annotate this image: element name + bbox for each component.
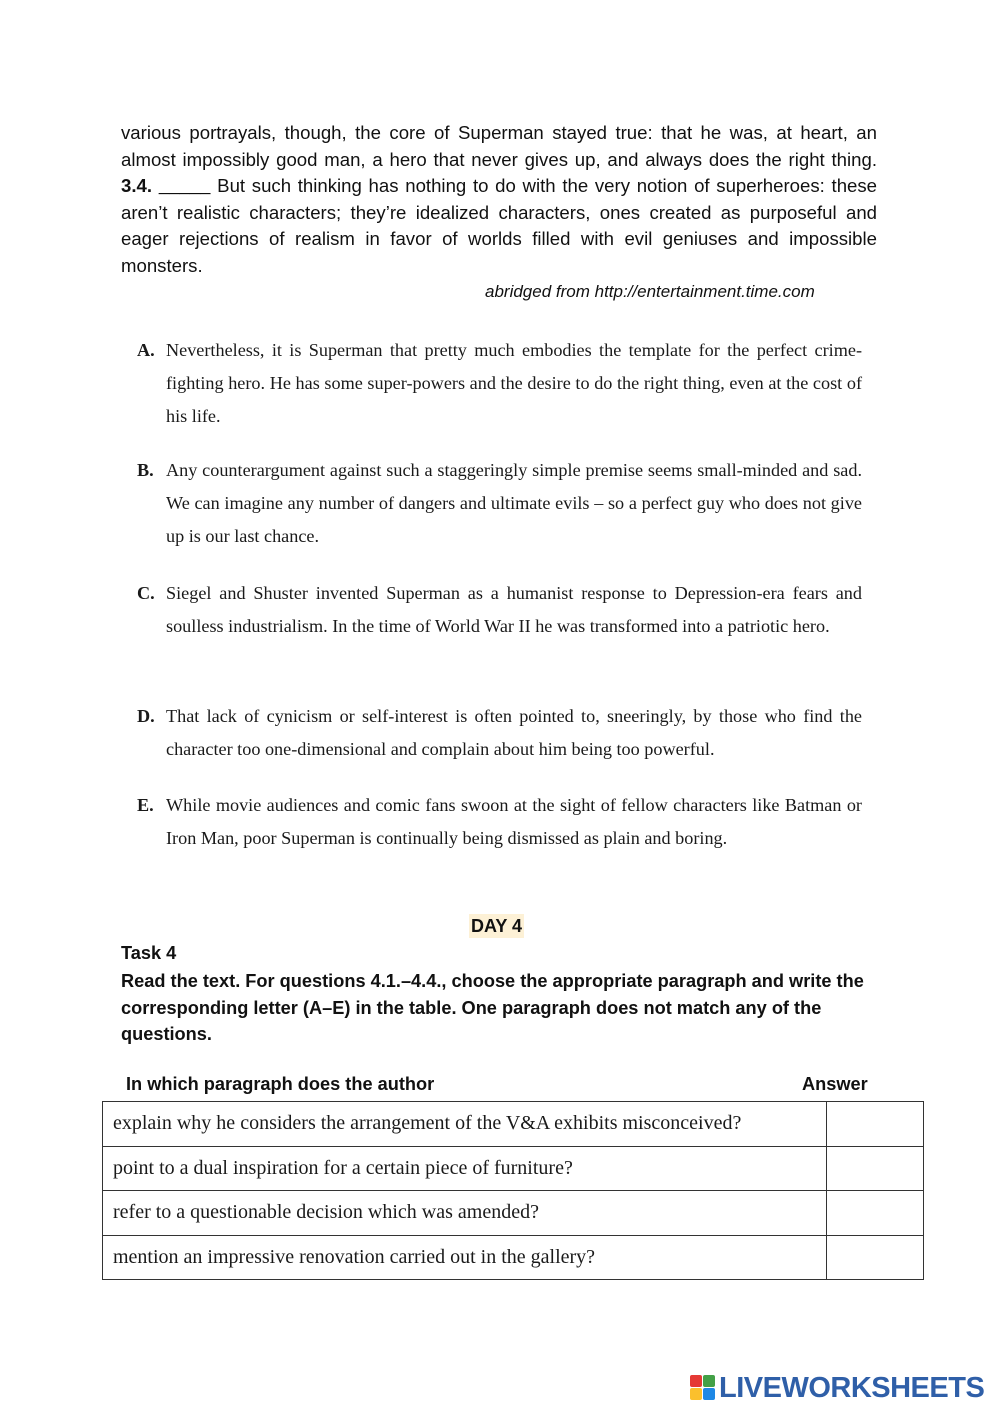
- logo-square-icon: [703, 1388, 715, 1400]
- logo-square-icon: [690, 1375, 702, 1387]
- option-text: Nevertheless, it is Superman that pretty much embodies the template for the perfect crime-fighting hero. He has some super-powers and the desire to do the right thing, even at the cost of his life.: [166, 340, 862, 427]
- task-title: Task 4: [121, 943, 177, 963]
- question-text: point to a dual inspiration for a certain piece of furniture?: [103, 1146, 827, 1191]
- question-text: mention an impressive renovation carried out in the gallery?: [103, 1235, 827, 1280]
- passage-text-part1: various portrayals, though, the core of Superman stayed true: that he was, at heart, an almost impossibly good man, a hero that never gives up, and always does the right thing.: [121, 122, 877, 170]
- logo-square-icon: [690, 1388, 702, 1400]
- answer-column-header: Answer: [802, 1074, 868, 1094]
- option-b: [137, 454, 862, 554]
- reading-passage: [121, 120, 877, 280]
- question-column-header: In which paragraph does the author: [126, 1074, 435, 1094]
- day-label: DAY 4: [471, 916, 523, 936]
- logo-mark-icon: [690, 1375, 716, 1401]
- option-letter: C.: [137, 583, 155, 603]
- table-row: [103, 1146, 924, 1191]
- answer-cell[interactable]: [827, 1191, 924, 1236]
- option-text: That lack of cynicism or self-interest is often pointed to, sneeringly, by those who find the character too one-dimensional and complain about him being too powerful.: [166, 706, 862, 760]
- liveworksheets-logo: [690, 1373, 984, 1403]
- table-row: [103, 1102, 924, 1147]
- passage-text-part2: But such thinking has nothing to do with the very notion of superheroes: these aren’t realistic characters; they’re idealized characters, ones created as purposeful and eager rejections of realism in favor of worlds filled with evil geniuses and impossible monsters.: [121, 175, 878, 276]
- option-c: [137, 577, 862, 643]
- gap-blank[interactable]: _____: [158, 175, 211, 197]
- answer-cell[interactable]: [827, 1146, 924, 1191]
- option-d: [137, 700, 862, 766]
- question-table: [102, 1101, 924, 1280]
- logo-square-icon: [703, 1375, 715, 1387]
- option-e: [137, 789, 862, 855]
- option-letter: B.: [137, 460, 154, 480]
- question-text: refer to a questionable decision which was amended?: [103, 1191, 827, 1236]
- logo-text: LIVEWORKSHEETS: [719, 1372, 985, 1404]
- option-a: [137, 334, 862, 434]
- option-letter: E.: [137, 795, 154, 815]
- question-text: explain why he considers the arrangement of the V&A exhibits misconceived?: [103, 1102, 827, 1147]
- source-citation: abridged from http://entertainment.time.com: [485, 282, 815, 301]
- table-row: [103, 1235, 924, 1280]
- option-text: While movie audiences and comic fans swoon at the sight of fellow characters like Batman or Iron Man, poor Superman is continually being dismissed as plain and boring.: [166, 795, 862, 849]
- option-letter: D.: [137, 706, 155, 726]
- option-text: Any counterargument against such a staggeringly simple premise seems small-minded and sad. We can imagine any number of dangers and ultimate evils – so a perfect guy who does not give up is our last chance.: [166, 460, 862, 547]
- option-letter: A.: [137, 340, 155, 360]
- answer-cell[interactable]: [827, 1235, 924, 1280]
- gap-number: 3.4.: [121, 175, 153, 197]
- answer-cell[interactable]: [827, 1102, 924, 1147]
- task-instructions: Read the text. For questions 4.1.–4.4., choose the appropriate paragraph and write the corresponding letter (A–E) in the table. One paragraph does not match any of the questions.: [121, 971, 864, 1044]
- option-text: Siegel and Shuster invented Superman as a humanist response to Depression-era fears and soulless industrialism. In the time of World War II he was transformed into a patriotic hero.: [166, 583, 862, 637]
- table-row: [103, 1191, 924, 1236]
